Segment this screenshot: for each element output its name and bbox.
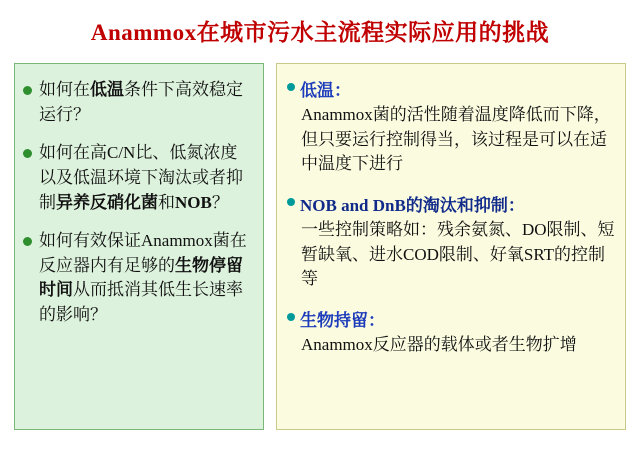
bullet-dot-icon bbox=[287, 83, 295, 91]
left-item-3-part-1: 如何有效保证Anammox菌在反应器内有足够的 bbox=[39, 231, 247, 275]
content-columns bbox=[0, 55, 640, 440]
left-item-2-part-3: 和 bbox=[158, 192, 175, 212]
list-item bbox=[23, 141, 253, 215]
right-group-1-body: Anammox菌的活性随着温度降低而下降，但只要运行控制得当，该过程是可以在适中温度下进行 bbox=[301, 105, 611, 174]
left-item-3-part-2: 生物停留时间 bbox=[39, 255, 243, 300]
bullet-dot-icon bbox=[287, 313, 295, 321]
right-group-3-body: Anammox反应器的载体或者生物扩增 bbox=[301, 334, 577, 354]
right-group-2-heading-row bbox=[287, 191, 615, 216]
right-group-1-heading-row bbox=[287, 76, 615, 101]
left-item-2-part-1: 如何在高C/N比、低氮浓度以及低温环境下淘汰或者抑制 bbox=[39, 143, 243, 212]
list-item bbox=[23, 229, 253, 328]
left-item-1-part-1: 如何在 bbox=[39, 80, 90, 99]
right-group-1-heading: 低温： bbox=[300, 81, 351, 100]
left-item-1-part-3: 条件下高效稳定运行？ bbox=[39, 80, 243, 124]
right-group-3-heading-row bbox=[287, 306, 615, 331]
right-group-1 bbox=[287, 76, 615, 177]
page-title: Anammox在城市污水主流程实际应用的挑战 bbox=[90, 20, 550, 45]
left-item-2-text bbox=[39, 141, 253, 215]
left-panel bbox=[14, 63, 264, 430]
bullet-dot-icon bbox=[23, 86, 32, 95]
right-panel bbox=[276, 63, 626, 430]
right-group-2-body: 一些控制策略如：残余氨氮、DO限制、短暂缺氧、进水COD限制、好氧SRT的控制等 bbox=[301, 219, 615, 289]
left-item-2-part-4: NOB bbox=[175, 192, 212, 212]
left-item-3-part-3: 从而抵消其低生长速率的影响？ bbox=[39, 280, 243, 325]
left-item-2-part-2: 异养反硝化菌 bbox=[56, 192, 158, 212]
right-group-2 bbox=[287, 191, 615, 292]
right-group-3 bbox=[287, 306, 615, 358]
left-item-3-text bbox=[39, 229, 253, 328]
right-group-3-heading: 生物持留： bbox=[300, 310, 385, 330]
left-item-1-text bbox=[39, 78, 253, 127]
right-group-2-heading: NOB and DnB的淘汰和抑制： bbox=[300, 195, 525, 215]
left-item-1-part-2: 低温 bbox=[90, 80, 124, 99]
bullet-dot-icon bbox=[23, 149, 32, 158]
bullet-dot-icon bbox=[287, 198, 295, 206]
bullet-dot-icon bbox=[23, 237, 32, 246]
list-item bbox=[23, 78, 253, 127]
left-item-2-part-5: ？ bbox=[211, 192, 229, 212]
